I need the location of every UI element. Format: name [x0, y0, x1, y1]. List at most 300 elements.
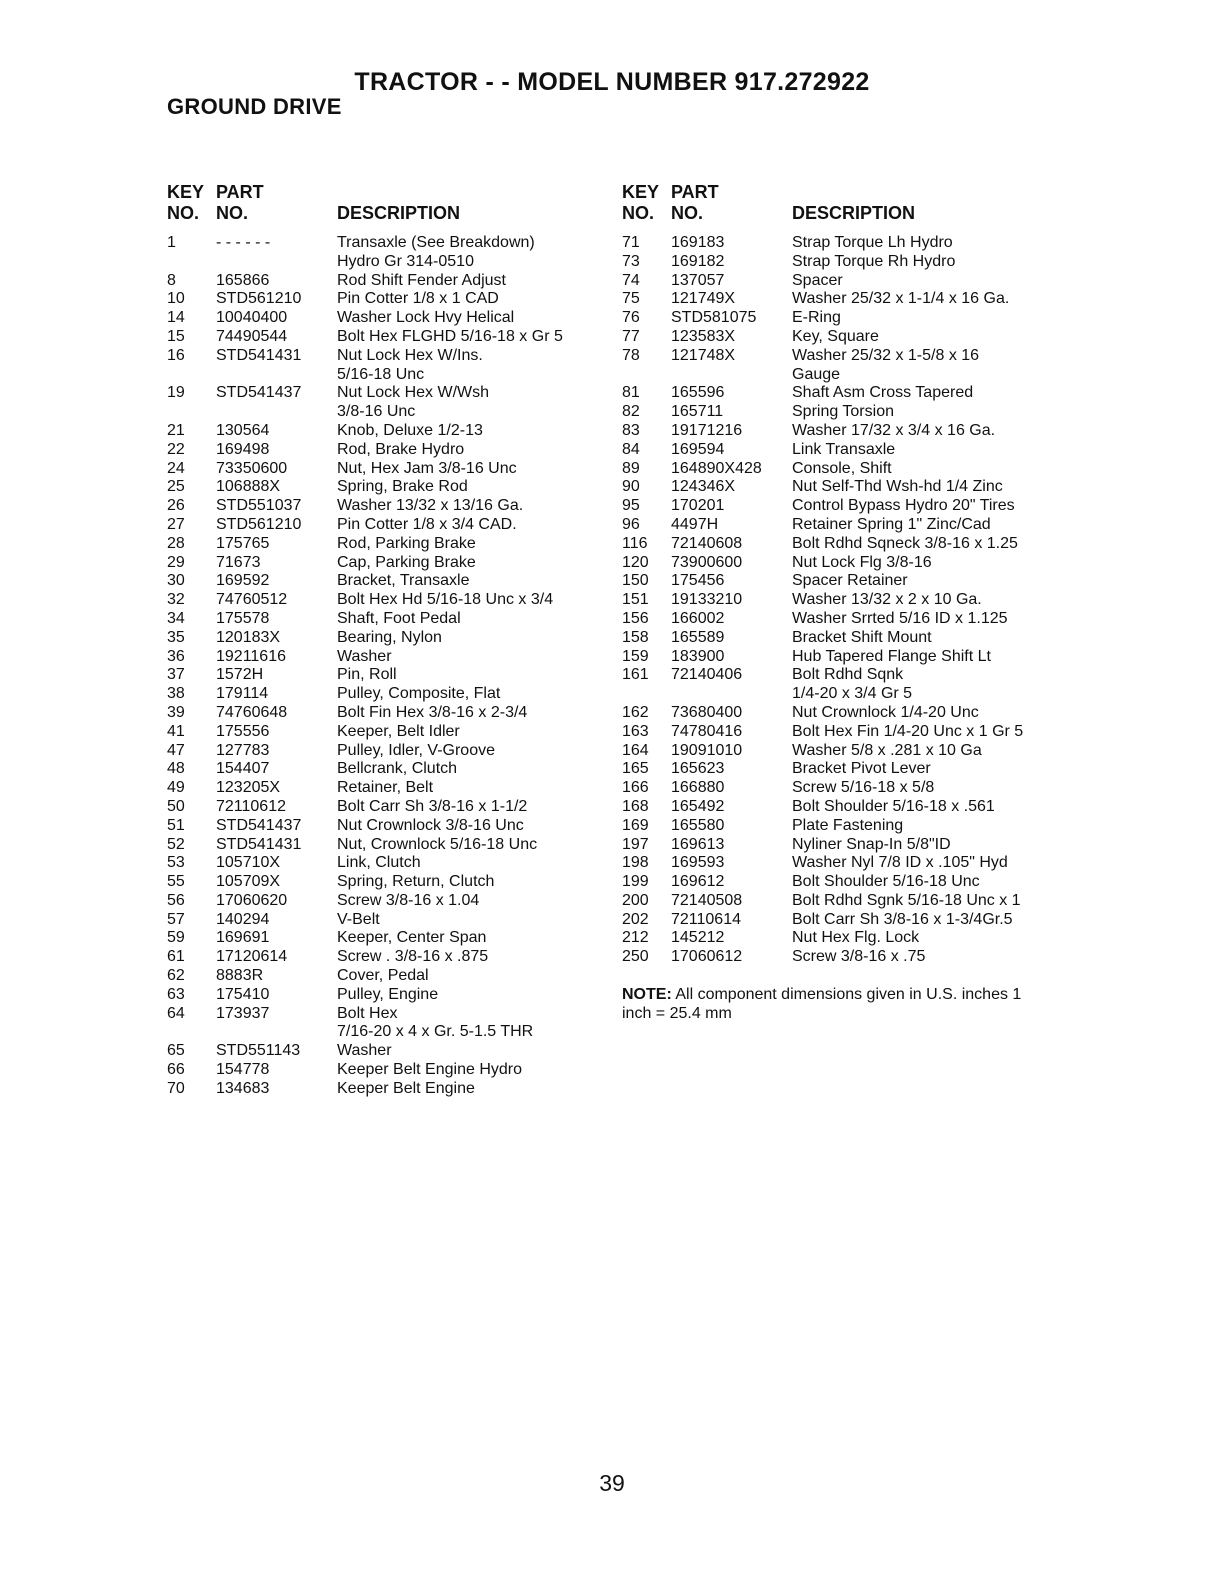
- key-no: 78: [622, 346, 640, 364]
- description: Cover, Pedal: [337, 967, 429, 985]
- description: Washer 17/32 x 3/4 x 16 Ga.: [792, 421, 996, 439]
- description: Washer: [337, 647, 392, 665]
- description: Nut Lock Hex W/Wsh 3/8-16 Unc: [337, 384, 490, 421]
- description: Spacer: [792, 271, 843, 289]
- table-row: [622, 873, 1062, 892]
- part-no: 165866: [216, 271, 270, 289]
- table-row: [167, 309, 607, 328]
- part-no: 169498: [216, 440, 270, 458]
- key-no: 35: [167, 628, 185, 646]
- part-no: 175578: [216, 609, 270, 627]
- description: Hub Tapered Flange Shift Lt: [792, 647, 991, 665]
- key-no: 22: [167, 440, 185, 458]
- key-no: 158: [622, 628, 649, 646]
- table-row: [622, 572, 1062, 591]
- table-row: [622, 234, 1062, 253]
- part-no: - - - - - -: [216, 234, 271, 251]
- table-row: [622, 610, 1062, 629]
- description: Washer Lock Hvy Helical: [337, 309, 515, 327]
- table-row: [167, 948, 607, 967]
- part-no: 73680400: [671, 703, 743, 721]
- key-no: 164: [622, 741, 649, 759]
- key-header-line2: NO.: [167, 203, 200, 223]
- table-row: [622, 441, 1062, 460]
- key-no: 52: [167, 835, 185, 853]
- page-title: TRACTOR - - MODEL NUMBER 917.272922: [354, 68, 870, 96]
- table-row: [167, 535, 607, 554]
- table-row: [167, 648, 607, 667]
- key-no: 150: [622, 572, 649, 590]
- description: Nut Crownlock 1/4-20 Unc: [792, 703, 979, 721]
- description: Cap, Parking Brake: [337, 553, 476, 571]
- part-no: 17060612: [671, 948, 743, 966]
- part-no: 179114: [216, 685, 269, 703]
- table-row: [167, 610, 607, 629]
- part-no: 120183X: [216, 628, 281, 646]
- column-header: [622, 180, 1062, 232]
- description: Bolt Shoulder 5/16-18 Unc: [792, 873, 980, 891]
- description: Nut, Crownlock 5/16-18 Unc: [337, 835, 538, 853]
- part-no: 17060620: [216, 891, 288, 909]
- table-row: [622, 779, 1062, 798]
- table-row: [167, 929, 607, 948]
- part-no: 154778: [216, 1061, 270, 1079]
- part-no: 169613: [671, 835, 725, 853]
- table-row: [167, 986, 607, 1005]
- description: Washer 13/32 x 2 x 10 Ga.: [792, 591, 982, 609]
- table-row: [622, 309, 1062, 328]
- part-no: 169691: [216, 929, 270, 947]
- part-no: 164890X428: [671, 459, 762, 477]
- part-no: 173937: [216, 1004, 270, 1022]
- description: Retainer, Belt: [337, 779, 434, 797]
- description: Key, Square: [792, 327, 879, 345]
- description: Bolt Rdhd Sqnk 1/4-20 x 3/4 Gr 5: [792, 666, 913, 703]
- part-no: 134683: [216, 1079, 270, 1097]
- key-no: 25: [167, 478, 185, 496]
- key-no: 59: [167, 929, 185, 947]
- note-label: NOTE:: [622, 986, 672, 1004]
- part-no: 74780416: [671, 722, 743, 740]
- key-no: 96: [622, 515, 640, 533]
- table-row: [167, 460, 607, 479]
- description: Retainer Spring 1" Zinc/Cad: [792, 515, 991, 533]
- description: Spring, Return, Clutch: [337, 873, 495, 891]
- key-no: 63: [167, 985, 185, 1003]
- table-row: [622, 911, 1062, 930]
- part-no: 124346X: [671, 478, 736, 496]
- key-no: 28: [167, 534, 185, 552]
- description: Rod, Parking Brake: [337, 534, 476, 552]
- key-no: 50: [167, 797, 185, 815]
- description: Washer: [337, 1042, 392, 1060]
- key-no: 29: [167, 553, 185, 571]
- table-row: [622, 798, 1062, 817]
- table-row: [622, 760, 1062, 779]
- description: E-Ring: [792, 309, 841, 327]
- key-no: 1: [167, 234, 176, 251]
- key-no: 53: [167, 854, 185, 872]
- description: Washer 25/32 x 1-5/8 x 16 Gauge: [792, 346, 980, 383]
- description: Nut, Hex Jam 3/8-16 Unc: [337, 459, 517, 477]
- key-no: 169: [622, 816, 649, 834]
- key-no: 51: [167, 816, 185, 834]
- key-no: 156: [622, 609, 649, 627]
- part-no: 165596: [671, 384, 725, 402]
- description: Spring Torsion: [792, 403, 894, 421]
- key-no: 81: [622, 384, 640, 402]
- key-no: 37: [167, 666, 185, 684]
- part-no: 183900: [671, 647, 725, 665]
- part-no: 10040400: [216, 309, 288, 327]
- description: Keeper Belt Engine: [337, 1079, 475, 1097]
- description: Knob, Deluxe 1/2-13: [337, 421, 483, 439]
- part-no: 19171216: [671, 421, 743, 439]
- key-no: 95: [622, 497, 640, 515]
- key-no: 16: [167, 346, 185, 364]
- description: Bolt Shoulder 5/16-18 x .561: [792, 797, 995, 815]
- table-row: [167, 836, 607, 855]
- table-row: [167, 591, 607, 610]
- part-no: 72110614: [671, 910, 741, 928]
- key-no: 212: [622, 929, 649, 947]
- description: Bolt Rdhd Sqneck 3/8-16 x 1.25: [792, 534, 1018, 552]
- key-no: 202: [622, 910, 649, 928]
- note-text: All component dimensions given in U.S. inches 1 inch = 25.4 mm: [622, 986, 1022, 1023]
- description: Pin, Roll: [337, 666, 397, 684]
- description: Rod, Brake Hydro: [337, 440, 465, 458]
- part-no: STD541431: [216, 835, 302, 853]
- part-no: STD581075: [671, 309, 757, 327]
- description: Washer 5/8 x .281 x 10 Ga: [792, 741, 982, 759]
- key-no: 66: [167, 1061, 185, 1079]
- description: Nut Hex Flg. Lock: [792, 929, 920, 947]
- part-no: 74760512: [216, 591, 288, 609]
- table-row: [167, 384, 607, 422]
- table-row: [167, 290, 607, 309]
- description: Strap Torque Lh Hydro: [792, 234, 953, 251]
- table-row: [167, 516, 607, 535]
- part-no: 121749X: [671, 290, 736, 308]
- table-row: [622, 948, 1062, 967]
- table-row: [622, 497, 1062, 516]
- table-row: [622, 836, 1062, 855]
- part-no: 165580: [671, 816, 725, 834]
- key-no: 21: [167, 421, 185, 439]
- part-no: STD541437: [216, 816, 302, 834]
- table-row: [622, 384, 1062, 403]
- part-no: 71673: [216, 553, 261, 571]
- part-no: 165589: [671, 628, 725, 646]
- description: Bellcrank, Clutch: [337, 760, 458, 778]
- description: Strap Torque Rh Hydro: [792, 252, 956, 270]
- key-no: 151: [622, 591, 649, 609]
- description: Bracket, Transaxle: [337, 572, 470, 590]
- table-row: [622, 929, 1062, 948]
- key-no: 64: [167, 1004, 185, 1022]
- key-no: 162: [622, 703, 649, 721]
- table-row: [167, 723, 607, 742]
- description: Spring, Brake Rod: [337, 478, 468, 496]
- key-no: 199: [622, 873, 649, 891]
- description: Plate Fastening: [792, 816, 904, 834]
- table-row: [167, 666, 607, 685]
- key-no: 70: [167, 1079, 185, 1097]
- part-no: 169612: [671, 873, 725, 891]
- part-no: STD541437: [216, 384, 302, 402]
- description-header: DESCRIPTION: [792, 203, 916, 223]
- description: Screw 5/16-18 x 5/8: [792, 779, 935, 797]
- description: Bracket Shift Mount: [792, 628, 932, 646]
- description: Bolt Hex 7/16-20 x 4 x Gr. 5-1.5 THR: [337, 1004, 534, 1041]
- key-no: 10: [167, 290, 185, 308]
- parts-column-left: [167, 180, 607, 1099]
- key-no: 55: [167, 873, 185, 891]
- part-no: 105709X: [216, 873, 281, 891]
- table-row: [622, 516, 1062, 535]
- description: Bolt Hex Fin 1/4-20 Unc x 1 Gr 5: [792, 722, 1024, 740]
- description: Screw . 3/8-16 x .875: [337, 948, 489, 966]
- table-row: [622, 478, 1062, 497]
- description: Washer 25/32 x 1-1/4 x 16 Ga.: [792, 290, 1010, 308]
- table-row: [167, 441, 607, 460]
- page-number: 39: [599, 1470, 625, 1496]
- part-no: 72140508: [671, 891, 743, 909]
- part-no: 105710X: [216, 854, 281, 872]
- key-no: 198: [622, 854, 649, 872]
- key-no: 159: [622, 647, 649, 665]
- table-row: [167, 967, 607, 986]
- key-no: 83: [622, 421, 640, 439]
- description: Control Bypass Hydro 20" Tires: [792, 497, 1015, 515]
- part-no: 140294: [216, 910, 270, 928]
- table-row: [622, 591, 1062, 610]
- table-row: [167, 760, 607, 779]
- description: Shaft, Foot Pedal: [337, 609, 461, 627]
- part-no: 4497H: [671, 515, 719, 533]
- part-no: 1572H: [216, 666, 264, 684]
- table-row: [622, 328, 1062, 347]
- key-no: 57: [167, 910, 185, 928]
- parts-list-left: [167, 234, 607, 1099]
- description: Washer 13/32 x 13/16 Ga.: [337, 497, 524, 515]
- description: Pulley, Composite, Flat: [337, 685, 501, 703]
- key-no: 116: [622, 534, 648, 552]
- part-no: 19091010: [671, 741, 743, 759]
- key-no: 32: [167, 591, 185, 609]
- key-no: 14: [167, 309, 185, 327]
- table-row: [167, 328, 607, 347]
- key-no: 34: [167, 609, 185, 627]
- part-no: 130564: [216, 421, 270, 439]
- key-no: 250: [622, 948, 649, 966]
- description: Nut Lock Flg 3/8-16: [792, 553, 932, 571]
- description: Pulley, Idler, V-Groove: [337, 741, 495, 759]
- table-row: [167, 497, 607, 516]
- key-no: 166: [622, 779, 649, 797]
- part-no: 165492: [671, 797, 725, 815]
- key-no: 165: [622, 760, 649, 778]
- description: Transaxle (See Breakdown) Hydro Gr 314-0510: [337, 234, 535, 270]
- table-row: [622, 854, 1062, 873]
- part-no: 72140406: [671, 666, 743, 684]
- description: Pulley, Engine: [337, 985, 439, 1003]
- part-no: 8883R: [216, 967, 264, 985]
- key-no: 197: [622, 835, 649, 853]
- part-no: 169593: [671, 854, 725, 872]
- part-no: 170201: [671, 497, 725, 515]
- key-no: 30: [167, 572, 185, 590]
- part-no: 19133210: [671, 591, 743, 609]
- key-no: 82: [622, 403, 640, 421]
- description: Washer Nyl 7/8 ID x .105" Hyd: [792, 854, 1008, 872]
- description: Bolt Fin Hex 3/8-16 x 2-3/4: [337, 703, 528, 721]
- table-row: [167, 817, 607, 836]
- part-no: 137057: [671, 271, 725, 289]
- table-row: [167, 873, 607, 892]
- description: Bolt Carr Sh 3/8-16 x 1-1/2: [337, 797, 528, 815]
- description-header: DESCRIPTION: [337, 203, 461, 223]
- description: Keeper, Center Span: [337, 929, 487, 947]
- table-row: [622, 817, 1062, 836]
- key-no: 71: [622, 234, 640, 251]
- part-no: 169594: [671, 440, 725, 458]
- table-row: [167, 629, 607, 648]
- description: Nyliner Snap-In 5/8"ID: [792, 835, 951, 853]
- description: Nut Lock Hex W/Ins. 5/16-18 Unc: [337, 346, 483, 383]
- part-no: 106888X: [216, 478, 281, 496]
- table-row: [622, 629, 1062, 648]
- table-row: [167, 1061, 607, 1080]
- table-row: [167, 1005, 607, 1043]
- table-row: [167, 854, 607, 873]
- description: Rod Shift Fender Adjust: [337, 271, 506, 289]
- part-no: 73900600: [671, 553, 743, 571]
- description: Keeper, Belt Idler: [337, 722, 460, 740]
- table-row: [622, 554, 1062, 573]
- part-no: 169182: [671, 252, 725, 270]
- part-no: 73350600: [216, 459, 288, 477]
- description: Nut Crownlock 3/8-16 Unc: [337, 816, 524, 834]
- table-row: [167, 422, 607, 441]
- table-row: [622, 742, 1062, 761]
- key-no: 74: [622, 271, 640, 289]
- part-no: 169183: [671, 234, 725, 251]
- key-no: 38: [167, 685, 185, 703]
- key-no: 36: [167, 647, 185, 665]
- part-no: 123205X: [216, 779, 281, 797]
- description: Bolt Hex FLGHD 5/16-18 x Gr 5: [337, 327, 563, 345]
- column-header: [167, 180, 607, 232]
- part-no: 123583X: [671, 327, 736, 345]
- key-no: 163: [622, 722, 649, 740]
- part-no: 121748X: [671, 346, 736, 364]
- key-no: 89: [622, 459, 640, 477]
- table-row: [167, 704, 607, 723]
- key-no: 61: [167, 948, 185, 966]
- key-no: 15: [167, 327, 185, 345]
- table-row: [167, 347, 607, 385]
- key-no: 47: [167, 741, 185, 759]
- table-row: [167, 911, 607, 930]
- part-no: 127783: [216, 741, 270, 759]
- key-no: 19: [167, 384, 185, 402]
- part-no: 154407: [216, 760, 270, 778]
- part-no: 169592: [216, 572, 270, 590]
- description: Link, Clutch: [337, 854, 421, 872]
- description: Bolt Carr Sh 3/8-16 x 1-3/4Gr.5: [792, 910, 1013, 928]
- table-row: [167, 234, 607, 272]
- part-no: 74490544: [216, 327, 288, 345]
- parts-list-right: [622, 234, 1062, 967]
- note: [622, 985, 1022, 1023]
- part-no: 175456: [671, 572, 725, 590]
- part-no: 17120614: [216, 948, 288, 966]
- table-row: [167, 742, 607, 761]
- part-no: 166880: [671, 779, 725, 797]
- table-row: [622, 290, 1062, 309]
- key-no: 75: [622, 290, 640, 308]
- part-no: 166002: [671, 609, 725, 627]
- table-row: [622, 648, 1062, 667]
- key-no: 120: [622, 553, 649, 571]
- description: V-Belt: [337, 910, 380, 928]
- table-row: [622, 403, 1062, 422]
- key-no: 90: [622, 478, 640, 496]
- key-no: 8: [167, 271, 176, 289]
- table-row: [167, 798, 607, 817]
- table-row: [622, 272, 1062, 291]
- description: Bearing, Nylon: [337, 628, 442, 646]
- description: Keeper Belt Engine Hydro: [337, 1061, 522, 1079]
- table-row: [622, 723, 1062, 742]
- table-row: [167, 572, 607, 591]
- part-no: 165623: [671, 760, 725, 778]
- key-no: 24: [167, 459, 185, 477]
- table-row: [622, 347, 1062, 385]
- description: Link Transaxle: [792, 440, 896, 458]
- section-title: GROUND DRIVE: [167, 94, 342, 119]
- key-no: 39: [167, 703, 185, 721]
- part-no: 175765: [216, 534, 270, 552]
- part-no: STD541431: [216, 346, 302, 364]
- description: Bolt Rdhd Sgnk 5/16-18 Unc x 1: [792, 891, 1021, 909]
- description: Pin Cotter 1/8 x 1 CAD: [337, 290, 499, 308]
- table-row: [622, 535, 1062, 554]
- part-no: 145212: [671, 929, 725, 947]
- description: Shaft Asm Cross Tapered: [792, 384, 974, 402]
- key-no: 84: [622, 440, 640, 458]
- key-no: 26: [167, 497, 185, 515]
- key-no: 77: [622, 327, 640, 345]
- table-row: [167, 554, 607, 573]
- part-no: STD561210: [216, 290, 302, 308]
- table-row: [622, 666, 1062, 704]
- key-header-line1: KEY: [167, 182, 205, 202]
- description: Bolt Hex Hd 5/16-18 Unc x 3/4: [337, 591, 554, 609]
- table-row: [167, 1042, 607, 1061]
- table-row: [622, 704, 1062, 723]
- part-no: 72110612: [216, 797, 286, 815]
- description: Console, Shift: [792, 459, 892, 477]
- key-header-line1: KEY: [622, 182, 660, 202]
- key-no: 62: [167, 967, 185, 985]
- key-header-line2: NO.: [622, 203, 655, 223]
- table-row: [622, 422, 1062, 441]
- part-no: STD561210: [216, 515, 302, 533]
- part-no: 165711: [671, 403, 724, 421]
- table-row: [167, 1080, 607, 1099]
